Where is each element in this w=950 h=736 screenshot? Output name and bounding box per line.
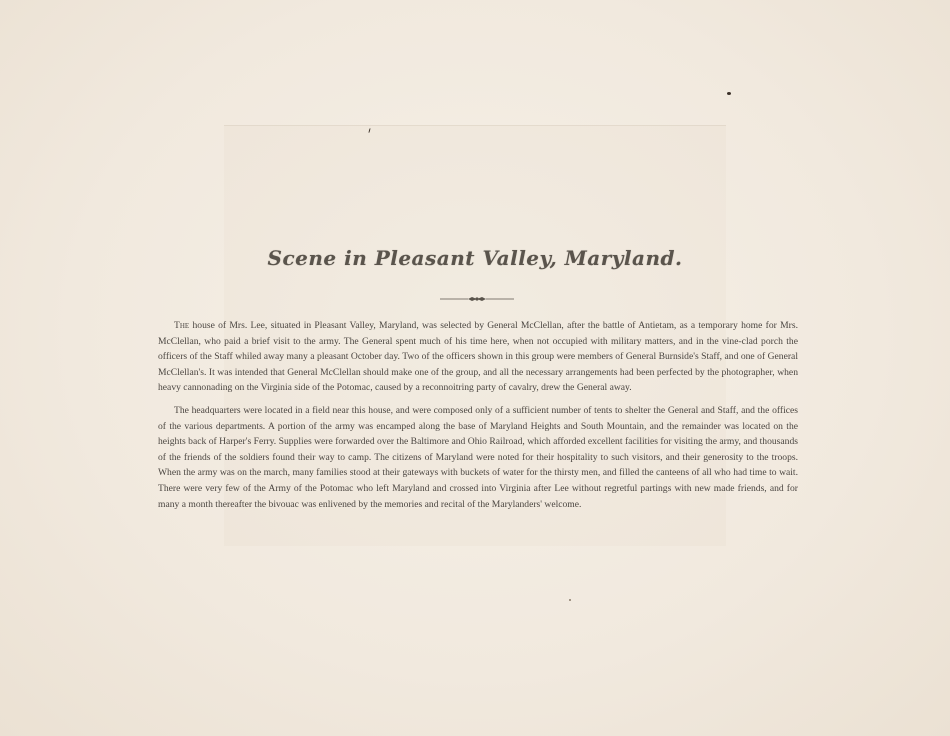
paragraph-2	[158, 403, 798, 512]
paragraph-1	[158, 318, 798, 396]
body-text	[158, 318, 798, 519]
ink-speck	[727, 92, 731, 95]
divider-ornament	[440, 294, 514, 304]
paragraph-text: house of Mrs. Lee, situated in Pleasant Valley, Maryland, was selected by General McClellan, after the battle of Antietam, as a temporary home for Mrs. McClellan, who paid a brief visit to the army. The General spent much of his time here, when not occupied with military matters, and in the vine-clad porch the officers of the Staff whiled away many a pleasant October day. Two of the officers shown in this group were members of General Burnside's Staff, and one of General McClellan's. It was intended that General McClellan should make one of the group, and all the necessary arrangements had been perfected by the photographer, when heavy cannonading on the Virginia side of the Potomac, caused by a reconnoitring party of cavalry, drew the General away.	[158, 320, 798, 394]
paragraph-text: The headquarters were located in a field near this house, and were composed only of a sufficient number of tents to shelter the General and Staff, and the offices of the various departments. A portion of the army was encamped along the base of Maryland Heights and South Mountain, and the remainder was located on the heights back of Harper's Ferry. Supplies were forwarded over the Baltimore and Ohio Railroad, which afforded excellent facilities for visiting the army, and thousands of the friends of the soldiers found their way to camp. The citizens of Maryland were noted for their hospitality to such visitors, and their generosity to the troops. When the army was on the march, many families stood at their gateways with buckets of water for the thirsty men, and filled the canteens of all who had time to wait. There were very few of the Army of the Potomac who left Maryland and crossed into Virginia after Lee without regretful partings with new made friends, and for many a month thereafter the bivouac was enlivened by the memories and recital of the Marylanders' welcome.	[158, 404, 798, 510]
page-title: Scene in Pleasant Valley, Maryland.	[267, 246, 683, 270]
paragraph-lead: The	[174, 320, 190, 331]
ink-speck	[569, 599, 571, 601]
